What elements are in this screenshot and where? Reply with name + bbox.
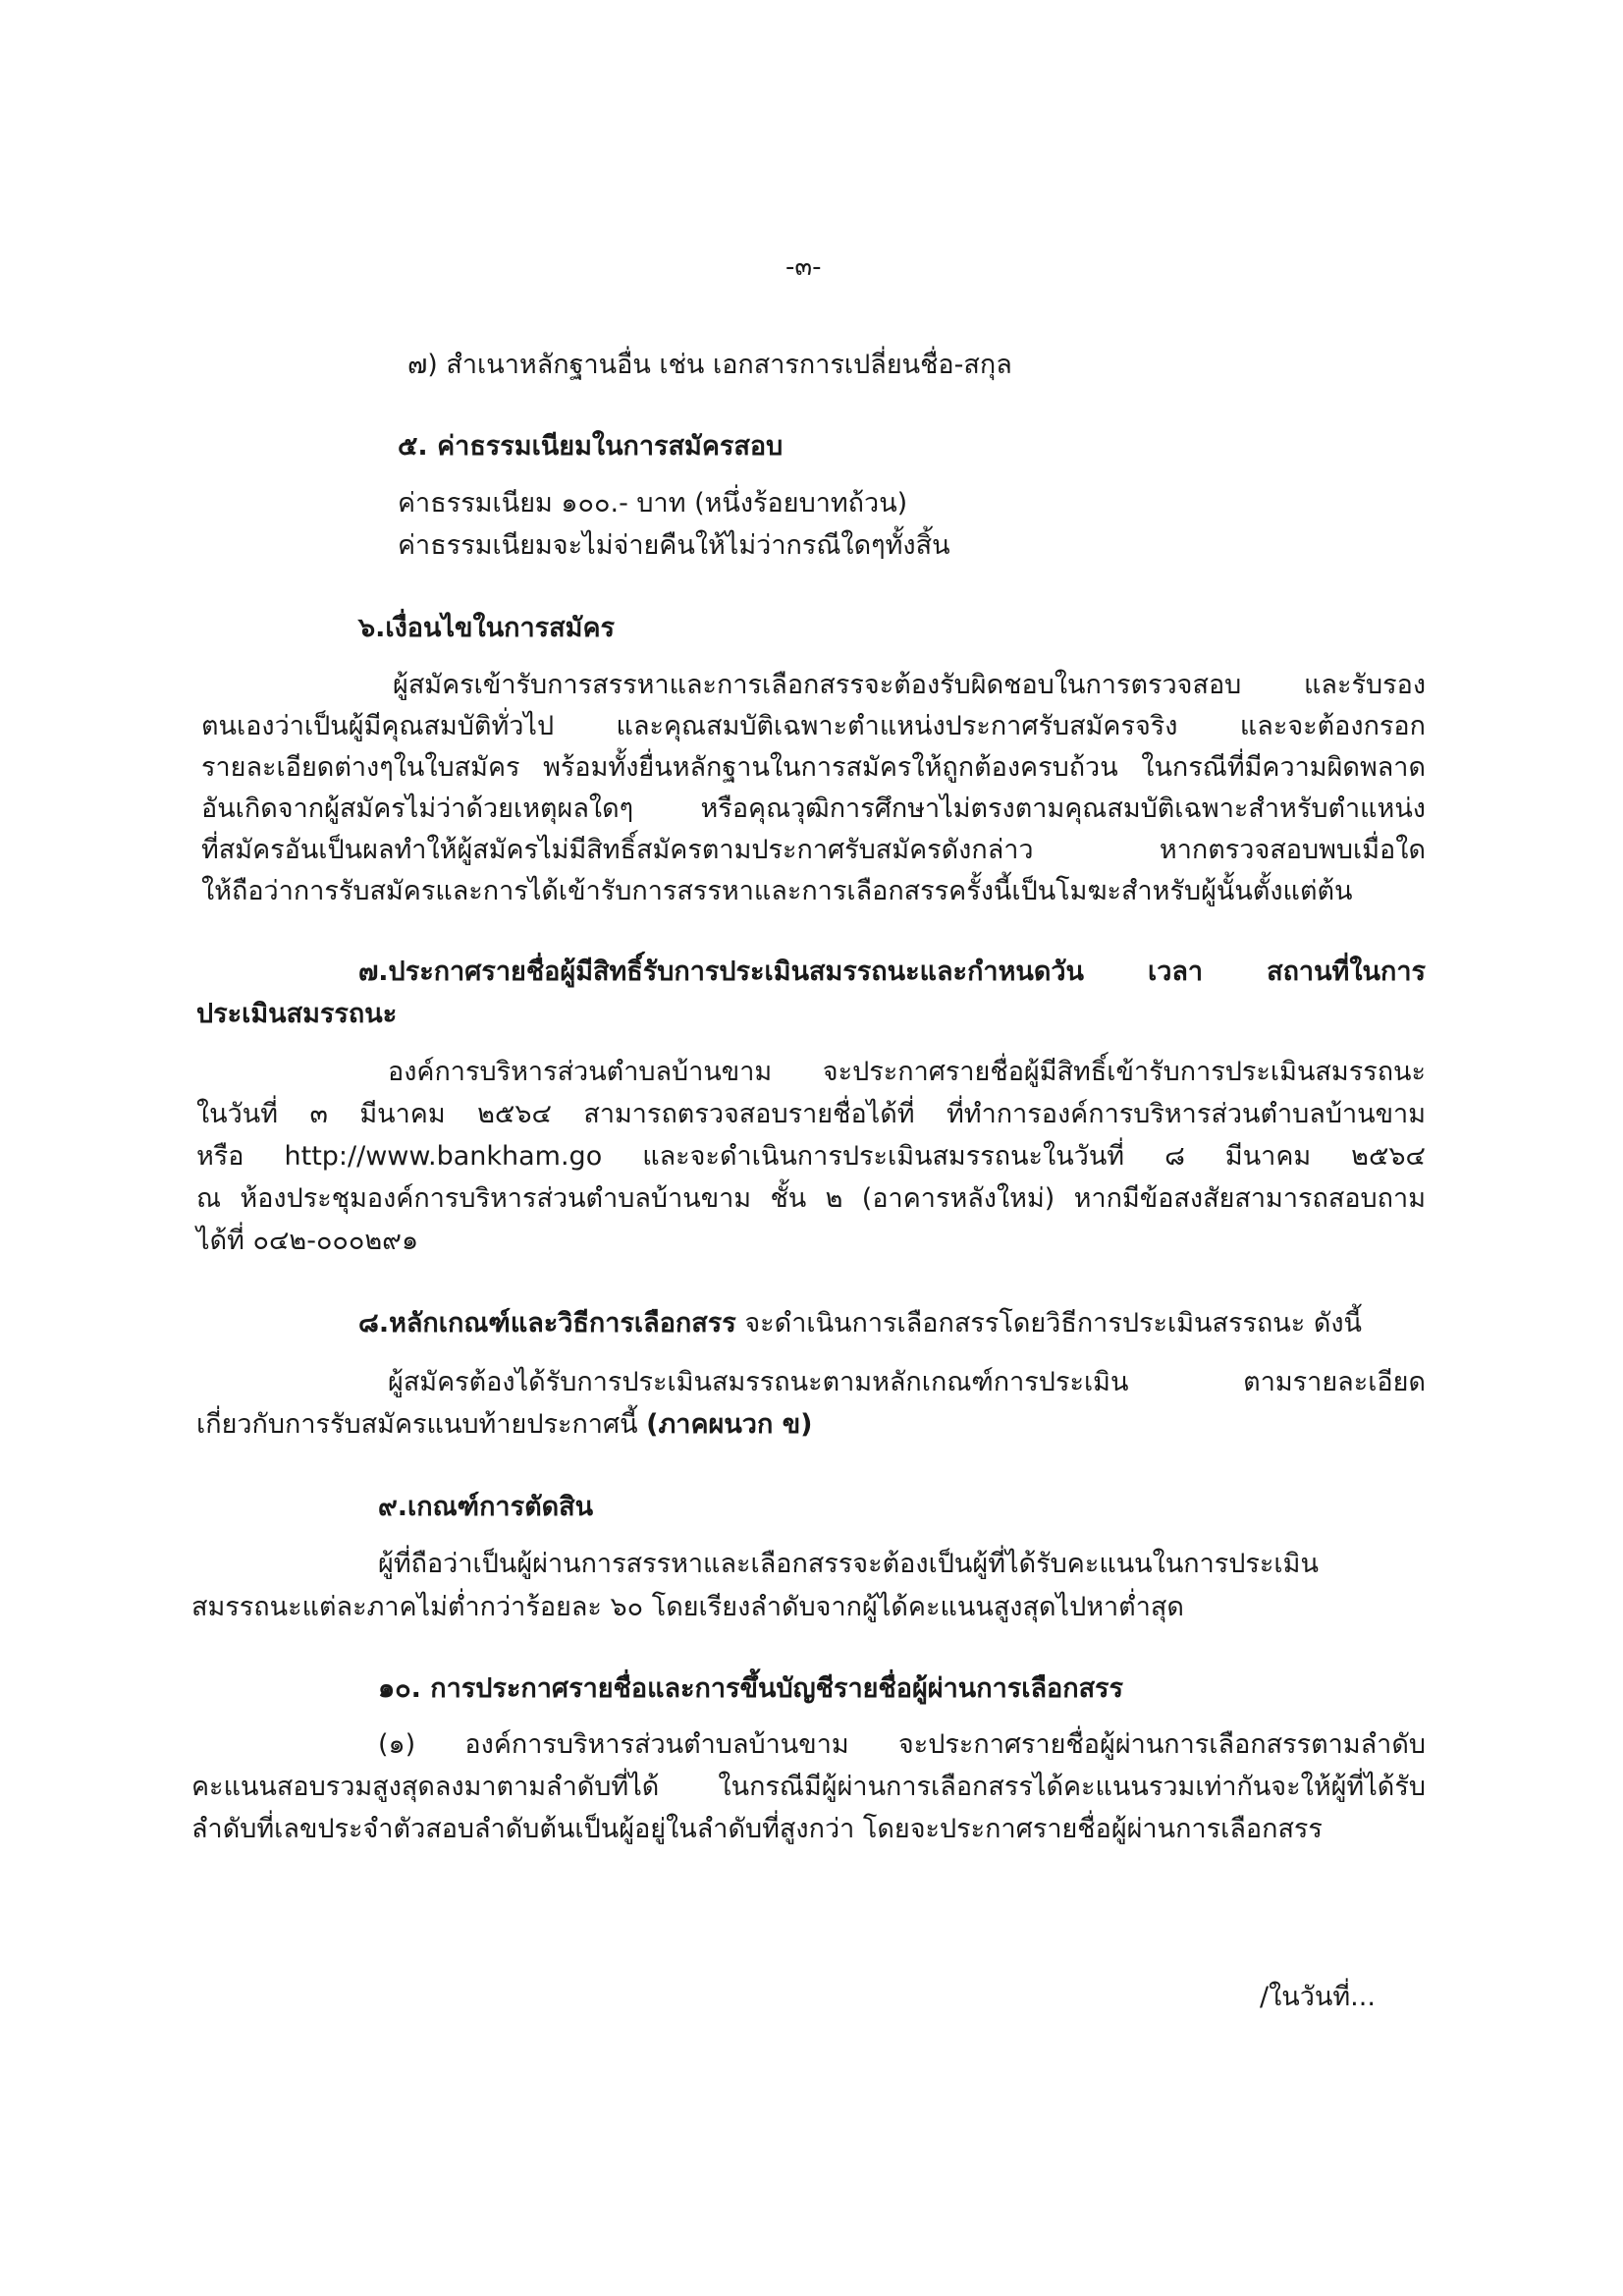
section-8-heading: ๘.หลักเกณฑ์และวิธีการเลือกสรร [358, 1308, 736, 1339]
section-7-heading-cont: ประเมินสมรรถนะ [196, 999, 398, 1029]
section-6-line: รายละเอียดต่างๆในใบสมัคร พร้อมทั้งยื่นหลักฐานในการสมัครให้ถูกต้องครบถ้วน ในกรณีที่มีความผิดพลาด [201, 752, 1426, 783]
appendix-ref: (ภาคผนวก ข) [646, 1409, 813, 1440]
item-7-text: ๗) สำเนาหลักฐานอื่น เช่น เอกสารการเปลี่ยนชื่อ-สกุล [407, 350, 1012, 380]
section-8-line-2-text: เกี่ยวกับการรับสมัครแนบท้ายประกาศนี้ [196, 1409, 647, 1440]
section-10-heading: ๑๐. การประกาศรายชื่อและการขึ้นบัญชีรายชื่อผู้ผ่านการเลือกสรร [378, 1673, 1124, 1704]
section-5-fee-line: ค่าธรรมเนียม ๑๐๐.- บาท (หนึ่งร้อยบาทถ้วน) [398, 488, 908, 519]
section-7-line: องค์การบริหารส่วนตำบลบ้านขาม จะประกาศรายชื่อผู้มีสิทธิ์เข้ารับการประเมินสมรรถนะ [388, 1057, 1426, 1087]
section-8-heading-rest: จะดำเนินการเลือกสรรโดยวิธีการประเมินสรรถนะ ดังนี้ [735, 1308, 1363, 1339]
section-7-heading: ๗.ประกาศรายชื่อผู้มีสิทธิ์รับการประเมินสมรรถนะและกำหนดวัน เวลา สถานที่ในการ [358, 957, 1426, 987]
page-number: -๓- [785, 252, 822, 282]
section-7-phone-line: ได้ที่ ๐๔๒-๐๐๐๒๙๑ [196, 1226, 419, 1256]
section-6-heading: ๖.เงื่อนไขในการสมัคร [358, 613, 616, 643]
section-6-line: อันเกิดจากผู้สมัครไม่ว่าด้วยเหตุผลใดๆ หรือคุณวุฒิการศึกษาไม่ตรงตามคุณสมบัติเฉพาะสำหรับตำแหน่ง [201, 793, 1426, 824]
section-6-line: ให้ถือว่าการรับสมัครและการได้เข้ารับการสรรหาและการเลือกสรรครั้งนี้เป็นโมฆะสำหรับผู้นั้นตั้งแต่ต้น [201, 876, 1353, 906]
section-10-line: ลำดับที่เลขประจำตัวสอบลำดับต้นเป็นผู้อยู่ในลำดับที่สูงกว่า โดยจะประกาศรายชื่อผู้ผ่านการเลือกสรร [191, 1814, 1323, 1844]
section-7-line: หรือ http://www.bankham.go และจะดำเนินการประเมินสมรรถนะในวันที่ ๘ มีนาคม ๒๕๖๔ [196, 1141, 1426, 1172]
section-5-heading: ๕. ค่าธรรมเนียมในการสมัครสอบ [398, 431, 784, 462]
section-9-line: ผู้ที่ถือว่าเป็นผู้ผ่านการสรรหาและเลือกสรรจะต้องเป็นผู้ที่ได้รับคะแนนในการประเมิน [378, 1549, 1319, 1579]
section-8-line: ผู้สมัครต้องได้รับการประเมินสมรรถนะตามหลักเกณฑ์การประเมิน ตามรายละเอียด [388, 1367, 1426, 1397]
section-7-line: ณ ห้องประชุมองค์การบริหารส่วนตำบลบ้านขาม ชั้น ๒ (อาคารหลังใหม่) หากมีข้อสงสัยสามารถสอบถาม [196, 1183, 1426, 1214]
continuation-marker: /ในวันที่... [1260, 1982, 1376, 2012]
section-6-line: ผู้สมัครเข้ารับการสรรหาและการเลือกสรรจะต้องรับผิดชอบในการตรวจสอบ และรับรอง [393, 670, 1426, 700]
section-9-heading: ๙.เกณฑ์การตัดสิน [378, 1492, 594, 1522]
section-5-refund-line: ค่าธรรมเนียมจะไม่จ่ายคืนให้ไม่ว่ากรณีใดๆทั้งสิ้น [398, 530, 950, 561]
section-10-line: คะแนนสอบรวมสูงสุดลงมาตามลำดับที่ได้ ในกรณีมีผู้ผ่านการเลือกสรรได้คะแนนรวมเท่ากันจะให้ผู้ที่ได้รับ [191, 1772, 1426, 1802]
section-6-line: ที่สมัครอันเป็นผลทำให้ผู้สมัครไม่มีสิทธิ์สมัครตามประกาศรับสมัครดังกล่าว หากตรวจสอบพบเมื่อใด [201, 835, 1426, 865]
section-6-line: ตนเองว่าเป็นผู้มีคุณสมบัติทั่วไป และคุณสมบัติเฉพาะตำแหน่งประกาศรับสมัครจริง และจะต้องกรอก [201, 711, 1426, 741]
section-7-line: ในวันที่ ๓ มีนาคม ๒๕๖๔ สามารถตรวจสอบรายชื่อได้ที่ ที่ทำการองค์การบริหารส่วนตำบลบ้านขาม [196, 1099, 1426, 1129]
section-10-line: (๑) องค์การบริหารส่วนตำบลบ้านขาม จะประกาศรายชื่อผู้ผ่านการเลือกสรรตามลำดับ [378, 1729, 1426, 1760]
section-8-line-2 [196, 1395, 813, 1454]
section-8-heading-line [358, 1294, 1362, 1353]
section-9-line-2: สมรรถนะแต่ละภาคไม่ต่ำกว่าร้อยละ ๖๐ โดยเรียงลำดับจากผู้ได้คะแนนสูงสุดไปหาต่ำสุด [191, 1592, 1184, 1622]
